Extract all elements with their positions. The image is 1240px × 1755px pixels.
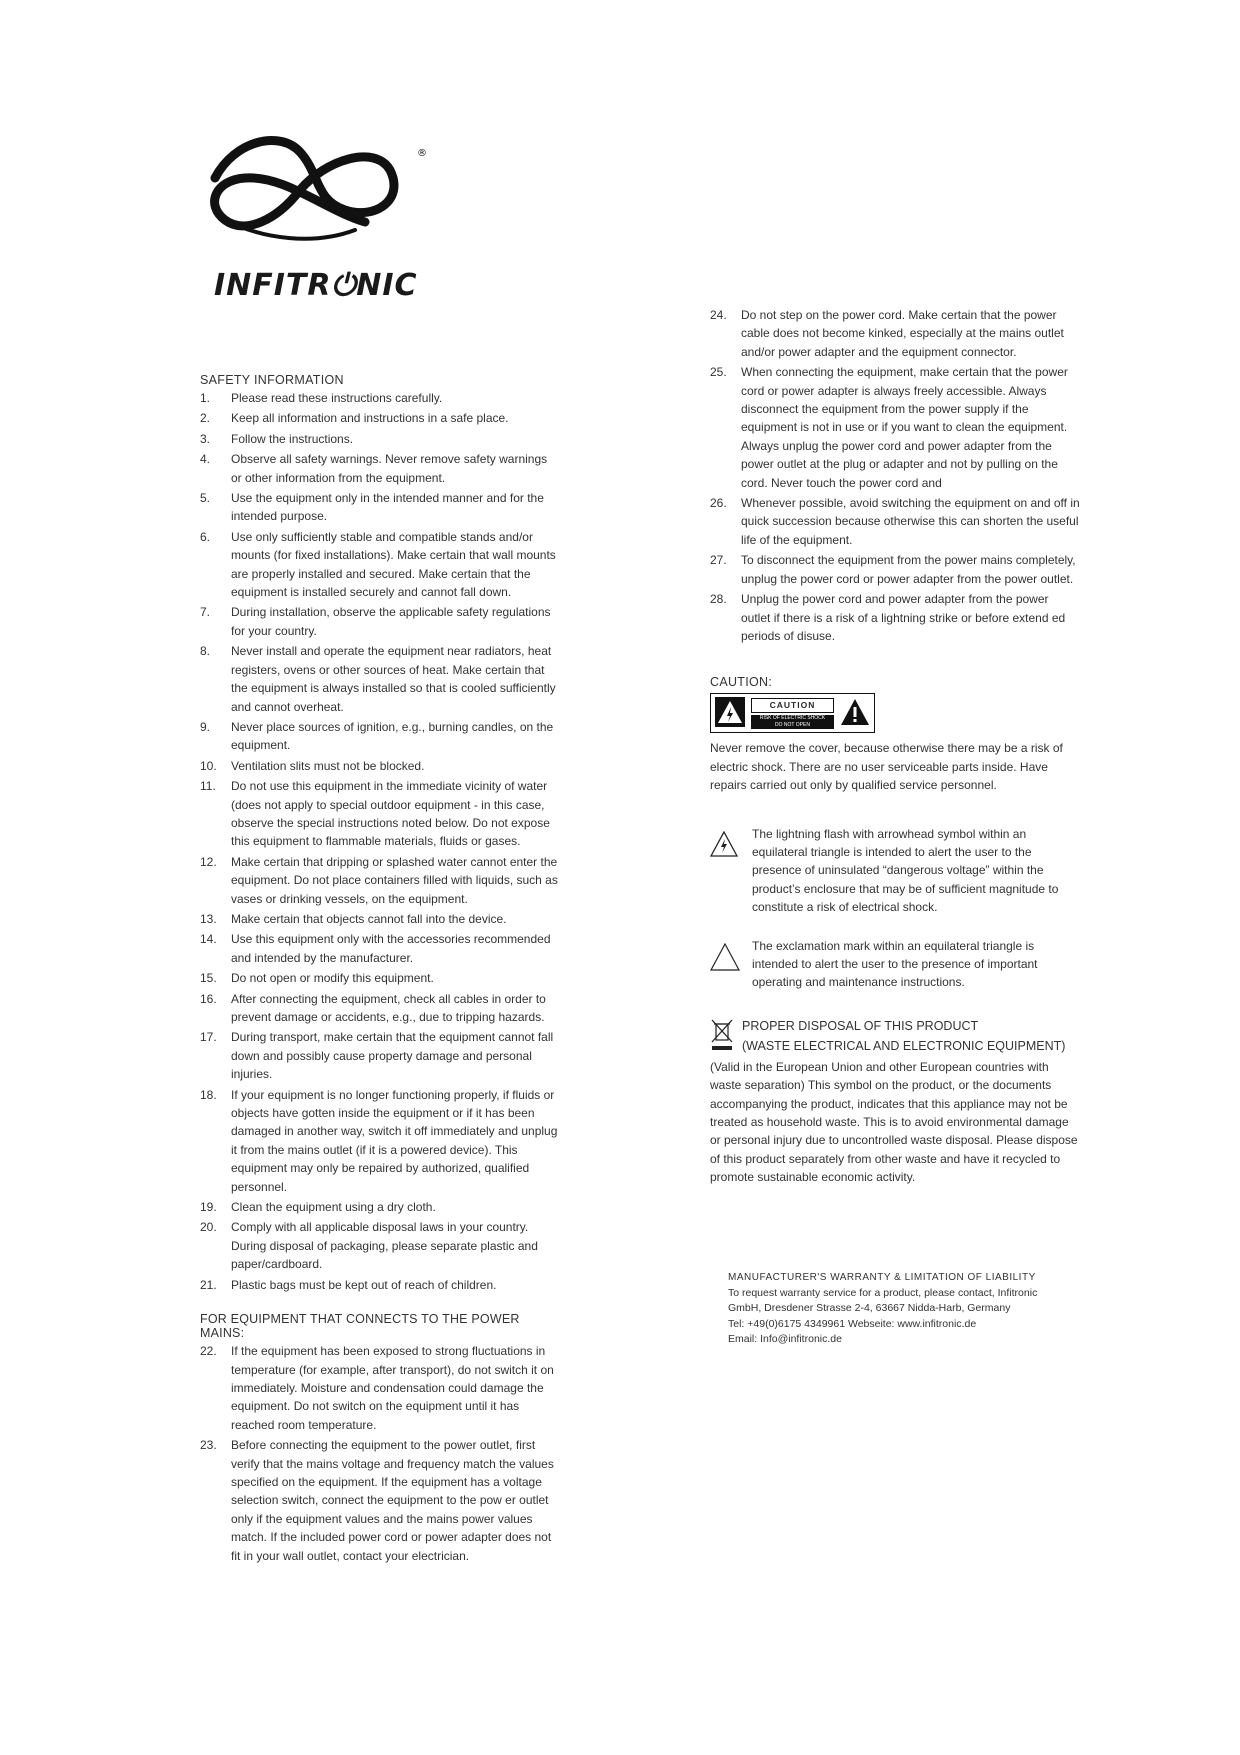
caution-label-open: DO NOT OPEN bbox=[775, 722, 810, 729]
list-item bbox=[200, 718, 560, 755]
item-text: Do not use this equipment in the immediate vicinity of water (does not apply to special outdoor equipment - in this case, observe the special instructions noted below. Do not expose this equipment to flammable materials, fluids or gases. bbox=[231, 779, 550, 849]
item-text: Please read these instructions carefully. bbox=[231, 391, 443, 405]
item-text: Use the equipment only in the intended manner and for the intended purpose. bbox=[231, 491, 544, 524]
item-text: Do not open or modify this equipment. bbox=[231, 971, 434, 986]
list-item bbox=[710, 363, 1080, 492]
list-item bbox=[200, 1218, 560, 1273]
disposal-title-2: (WASTE ELECTRICAL AND ELECTRONIC EQUIPMENT) bbox=[742, 1038, 1066, 1053]
list-item bbox=[200, 1086, 560, 1196]
item-text: Observe all safety warnings. Never remove safety warnings or other information from the equipment. bbox=[231, 452, 548, 485]
list-item bbox=[200, 1276, 560, 1294]
list-item bbox=[200, 603, 560, 640]
right-column bbox=[710, 306, 1080, 1187]
exclamation-text: The exclamation mark within an equilateral triangle is intended to alert the user to the presence of important operating and maintenance instructions. bbox=[752, 938, 1038, 990]
caution-label-title: CAUTION bbox=[751, 698, 834, 713]
item-number: 24. bbox=[710, 308, 727, 322]
item-number: 7. bbox=[200, 605, 211, 620]
disposal-section bbox=[710, 1016, 1080, 1187]
list-item bbox=[200, 910, 560, 928]
list-item bbox=[200, 990, 560, 1027]
item-text: Make certain that objects cannot fall into the device. bbox=[231, 911, 507, 926]
item-number: 21. bbox=[200, 1277, 217, 1292]
item-text: After connecting the equipment, check all cables in order to prevent damage or accidents, e.g., due to tripping hazards. bbox=[231, 991, 546, 1024]
item-text: When connecting the equipment, make certain that the power cord or power adapter is always freely accessible. Always disconnect the equipment from the power supply if the equipment is not in use or if you want to clean the equipment. Always unplug the power cord and power adapter from the power outlet at the plug or adapter and not by pulling on the cord. Never touch the power cord and bbox=[741, 365, 1068, 490]
disposal-text: (Valid in the European Union and other European countries with waste separation) This symbol on the product, or the documents accompanying the product, indicates that this appliance may not be treated as household waste. This is to avoid environmental damage or personal injury due to uncontrolled waste disposal. Please dispose of this product separately from other waste and have it recycled to promote sustainable economic activity. bbox=[710, 1059, 1078, 1185]
exclamation-warning-icon bbox=[839, 697, 871, 727]
item-number: 9. bbox=[200, 719, 211, 734]
item-number: 15. bbox=[200, 971, 217, 986]
lightning-triangle-icon bbox=[710, 831, 738, 857]
item-number: 11. bbox=[200, 779, 216, 794]
weee-bin-icon bbox=[710, 1018, 734, 1052]
warranty-line-4: Email: Info@infitronic.de bbox=[728, 1333, 842, 1345]
item-number: 22. bbox=[200, 1344, 217, 1359]
item-text: To disconnect the equipment from the power mains completely, unplug the power cord or power adapter from the power outlet. bbox=[741, 553, 1076, 586]
warranty-line-1: To request warranty service for a product, please contact, Infitronic bbox=[728, 1286, 1038, 1299]
item-number: 14. bbox=[200, 932, 217, 947]
item-number: 4. bbox=[200, 452, 211, 467]
list-item bbox=[200, 528, 560, 602]
item-number: 27. bbox=[710, 553, 727, 568]
item-text: If your equipment is no longer functioning properly, if fluids or objects have gotten inside the equipment or if it has been damaged in another way, switch it off immediately and unplug it from the mains outlet (if it is a powered device). This equipment may only be repaired by authorized, qualified personnel. bbox=[231, 1087, 558, 1194]
item-number: 20. bbox=[200, 1220, 217, 1235]
item-text: Never install and operate the equipment near radiators, heat registers, ovens or other sources of heat. Make certain that the equipment is always installed so that is cooled sufficiently and cannot overheat. bbox=[231, 644, 556, 714]
list-item bbox=[200, 853, 560, 908]
list-item bbox=[200, 1198, 560, 1216]
power-heading: FOR EQUIPMENT THAT CONNECTS TO THE POWER MAINS: bbox=[200, 1312, 520, 1341]
item-text: Clean the equipment using a dry cloth. bbox=[231, 1200, 436, 1215]
list-item bbox=[200, 1436, 560, 1565]
lightning-explanation bbox=[710, 825, 1080, 917]
list-item bbox=[710, 551, 1080, 588]
safety-list bbox=[200, 389, 560, 1294]
caution-label bbox=[710, 693, 875, 733]
list-item bbox=[710, 494, 1080, 549]
caution-heading: CAUTION: bbox=[710, 675, 773, 690]
item-number: 1. bbox=[200, 391, 211, 405]
item-text: Follow the instructions. bbox=[231, 431, 354, 446]
left-column bbox=[200, 373, 560, 1567]
list-item bbox=[200, 930, 560, 967]
list-item bbox=[200, 969, 560, 987]
warranty-title: MANUFACTURER'S WARRANTY & LIMITATION OF LIABILITY bbox=[728, 1272, 1036, 1283]
safety-heading: SAFETY INFORMATION bbox=[200, 373, 344, 387]
power-list bbox=[200, 1342, 560, 1565]
item-number: 17. bbox=[200, 1030, 217, 1045]
list-item bbox=[710, 590, 1080, 645]
warranty-section bbox=[728, 1270, 1088, 1348]
item-text: Before connecting the equipment to the power outlet, first verify that the mains voltage and frequency match the values specified on the equipment. If the equipment has a voltage selection switch, connect the equipment to the pow er outlet only if the equipment values and the mains power values match. If the included power cord or power adapter does not fit in your wall outlet, contact your electrician. bbox=[231, 1438, 554, 1563]
registered-mark: ® bbox=[417, 148, 427, 159]
item-text: Use only sufficiently stable and compatible stands and/or mounts (for fixed installations). Make certain that wall mounts are properly installed and secured. Make certain that the equipment is installed securely and cannot fall down. bbox=[231, 529, 556, 600]
item-text: Plastic bags must be kept out of reach of children. bbox=[231, 1277, 497, 1292]
item-number: 6. bbox=[200, 529, 211, 544]
warranty-line-2: GmbH, Dresdener Strasse 2-4, 63667 Nidda-Harb, Germany bbox=[728, 1302, 1011, 1314]
item-number: 13. bbox=[200, 911, 217, 926]
item-text: Make certain that dripping or splashed water cannot enter the equipment. Do not place containers filled with liquids, such as vases or drinking vessels, on the equipment. bbox=[231, 854, 558, 906]
list-item bbox=[200, 642, 560, 716]
item-text: During installation, observe the applicable safety regulations for your country. bbox=[231, 605, 551, 638]
item-number: 12. bbox=[200, 854, 217, 869]
item-text: Ventilation slits must not be blocked. bbox=[231, 758, 425, 773]
item-number: 28. bbox=[710, 592, 727, 607]
item-number: 26. bbox=[710, 496, 727, 511]
item-number: 19. bbox=[200, 1200, 217, 1215]
item-text: During transport, make certain that the equipment cannot fall down and possibly cause property damage and personal injuries. bbox=[231, 1030, 554, 1082]
item-number: 18. bbox=[200, 1087, 217, 1102]
item-number: 5. bbox=[200, 491, 211, 506]
list-item bbox=[200, 1342, 560, 1434]
list-item bbox=[200, 430, 560, 448]
caution-label-shock: RISK OF ELECTRIC SHOCK bbox=[759, 715, 826, 722]
item-text: If the equipment has been exposed to strong fluctuations in temperature (for example, after transport), do not switch it on immediately. Moisture and condensation could damage the equipment. Do not switch on the equipment until it has reached room temperature. bbox=[231, 1344, 554, 1432]
list-item bbox=[710, 306, 1080, 361]
exclamation-triangle-icon bbox=[710, 943, 740, 971]
brand-name: INFITR⏻NIC bbox=[214, 268, 418, 303]
item-text: Keep all information and instructions in a safe place. bbox=[231, 411, 509, 426]
item-number: 2. bbox=[200, 411, 211, 426]
item-text: Never place sources of ignition, e.g., burning candles, on the equipment. bbox=[231, 719, 554, 753]
item-text: Do not step on the power cord. Make certain that the power cable does not become kinked, especially at the mains outlet and/or power adapter and the equipment connector. bbox=[741, 308, 1064, 359]
list-item bbox=[200, 489, 560, 526]
lightning-text: The lightning flash with arrowhead symbol within an equilateral triangle is intended to alert the user to the presence of uninsulated “dangerous voltage” within the product’s enclosure that may be of sufficient magnitude to constitute a risk of electrical shock. bbox=[752, 826, 1059, 915]
item-text: Whenever possible, avoid switching the equipment on and off in quick succession because otherwise this can shorten the useful life of the equipment. bbox=[741, 496, 1080, 547]
list-item bbox=[200, 757, 560, 775]
list-item bbox=[200, 1028, 560, 1083]
item-number: 25. bbox=[710, 365, 727, 380]
item-text: Unplug the power cord and power adapter from the power outlet if there is a risk of a lightning strike or before extend ed periods of disuse. bbox=[741, 592, 1066, 643]
item-text: Use this equipment only with the accessories recommended and intended by the manufacturer. bbox=[231, 932, 551, 965]
warranty-line-3: Tel: +49(0)6175 4349961 Webseite: www.infitronic.de bbox=[728, 1317, 977, 1330]
lightning-warning-icon bbox=[715, 697, 745, 727]
item-number: 16. bbox=[200, 991, 217, 1006]
list-item bbox=[200, 777, 560, 851]
list-item bbox=[200, 409, 560, 427]
exclamation-explanation bbox=[710, 937, 1080, 992]
disposal-title bbox=[710, 1016, 1080, 1056]
disposal-title-1: PROPER DISPOSAL OF THIS PRODUCT bbox=[742, 1018, 979, 1033]
item-number: 8. bbox=[200, 644, 211, 659]
power-list-continued bbox=[710, 306, 1080, 645]
list-item bbox=[200, 450, 560, 487]
list-item bbox=[200, 389, 560, 407]
item-number: 23. bbox=[200, 1438, 217, 1453]
item-number: 10. bbox=[200, 758, 217, 773]
item-number: 3. bbox=[200, 431, 211, 446]
item-text: Comply with all applicable disposal laws in your country. During disposal of packaging, please separate plastic and paper/cardboard. bbox=[231, 1220, 538, 1272]
caution-text: Never remove the cover, because otherwise there may be a risk of electric shock. There are no user serviceable parts inside. Have repairs carried out only by qualified service personnel. bbox=[710, 741, 1063, 793]
